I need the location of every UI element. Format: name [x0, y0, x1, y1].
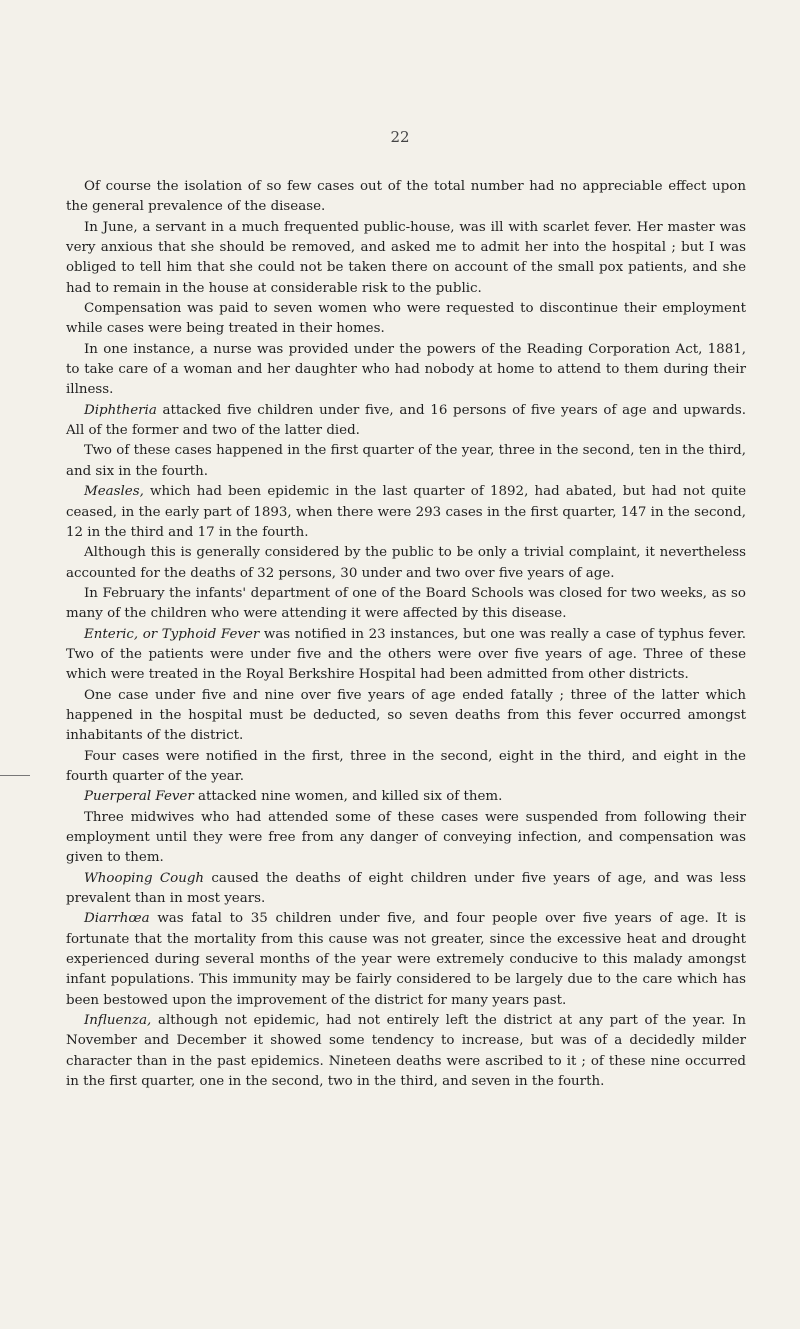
paragraph-text: attacked five children under five, and 16 persons of five years of age and upwards. All of the former and two of the latter died.: [66, 402, 746, 439]
paragraph: [66, 482, 746, 543]
paragraph-lead: Enteric, or Typhoid Fever: [84, 626, 260, 642]
paragraph-text: Two of these cases happened in the first quarter of the year, three in the second, ten in the third, and six in the fourth.: [66, 443, 746, 479]
paragraph-text: In February the infants' department of one of the Board Schools was closed for two weeks, as so many of the children who were attending it were affected by this disease.: [66, 585, 746, 622]
paragraph-lead: Diarrhœa: [84, 911, 150, 927]
paragraph-text: although not epidemic, had not entirely left the district at any part of the year. In November and December it showed some tendency to increase, but was of a decidedly milder character than in the past epidemics. Nineteen deaths were ascribed to it ; of these nine occurred in the first quarter, one in the second, two in the third, and seven in the fourth.: [66, 1013, 746, 1090]
paragraph: [66, 1011, 746, 1092]
paragraph-text: In one instance, a nurse was provided under the powers of the Reading Corporation Act, 1881, to take care of a woman and her daughter who had nobody at home to attend to them during their illness.: [66, 341, 746, 398]
paragraph-text: attacked nine women, and killed six of them.: [193, 789, 503, 805]
paragraph: [66, 340, 746, 401]
paragraph-lead: Whooping Cough: [84, 870, 205, 886]
paragraph-lead: Puerperal Fever: [84, 789, 194, 805]
paragraph-text: In June, a servant in a much frequented public-house, was ill with scarlet fever. Her master was very anxious that she should be removed, and asked me to admit her into the hospital ; but I was obliged to tell him that she could not be taken there on account of the small pox patients, and she had to remain in the house at considerable risk to the public.: [66, 219, 746, 296]
page-number: 22: [390, 128, 410, 146]
paragraph-lead: Influenza,: [84, 1013, 152, 1029]
paragraph: [66, 441, 746, 482]
paragraph-text: was notified in 23 instances, but one was really a case of typhus fever. Two of the patients were under five and the others were over five years of age. Three of these which were treated in the Royal Berkshire Hospital had been admitted from other districts.: [66, 626, 747, 683]
paragraph: [66, 747, 746, 788]
paragraph: [66, 869, 746, 910]
paragraph-text: Three midwives who had attended some of these cases were suspended from following their employment until they were free from any danger of conveying infection, and compensation was given to them.: [66, 809, 746, 866]
paragraph-text: caused the deaths of eight children under five years of age, and was less prevalent than in most years.: [66, 870, 746, 907]
margin-mark: [0, 775, 30, 776]
paragraph: [66, 909, 746, 1011]
report-body: [66, 177, 746, 1092]
paragraph-text: Compensation was paid to seven women who were requested to discontinue their employment while cases were being treated in their homes.: [66, 301, 746, 337]
paragraph-text: Of course the isolation of so few cases out of the total number had no appreciable effect upon the general prevalence of the disease.: [66, 179, 746, 215]
paragraph: [66, 686, 746, 747]
paragraph: [66, 299, 746, 340]
paragraph: [66, 177, 746, 218]
paragraph: [66, 218, 746, 299]
paragraph-lead: Diphtheria: [84, 402, 157, 418]
paragraph: [66, 543, 746, 584]
paragraph-text: Although this is generally considered by the public to be only a trivial complaint, it nevertheless accounted for the deaths of 32 persons, 30 under and two over five years of age.: [66, 545, 746, 581]
paragraph: [66, 401, 746, 442]
paragraph-text: One case under five and nine over five years of age ended fatally ; three of the latter which happened in the hospital must be deducted, so seven deaths from this fever occurred amongst inhabitants of the district.: [66, 687, 746, 744]
paragraph-text: which had been epidemic in the last quarter of 1892, had abated, but had not quite ceased, in the early part of 1893, when there were 293 cases in the first quarter, 147 in the second, 12 in the third and 17 in the fourth.: [66, 484, 746, 540]
paragraph: [66, 625, 746, 686]
paragraph: [66, 808, 746, 869]
paragraph-lead: Measles,: [84, 484, 144, 500]
paragraph: [66, 787, 746, 807]
paragraph-text: was fatal to 35 children under five, and four people over five years of age. It is fortunate that the mortality from this cause was not greater, since the excessive heat and drought experienced during several months of the year were extremely conducive to this malady amongst infant populations. This immunity may be fairly considered to be largely due to the care which has been bestowed upon the improvement of the district for many years past.: [66, 911, 746, 1008]
paragraph-text: Four cases were notified in the first, three in the second, eight in the third, and eight in the fourth quarter of the year.: [66, 748, 746, 784]
paragraph: [66, 584, 746, 625]
